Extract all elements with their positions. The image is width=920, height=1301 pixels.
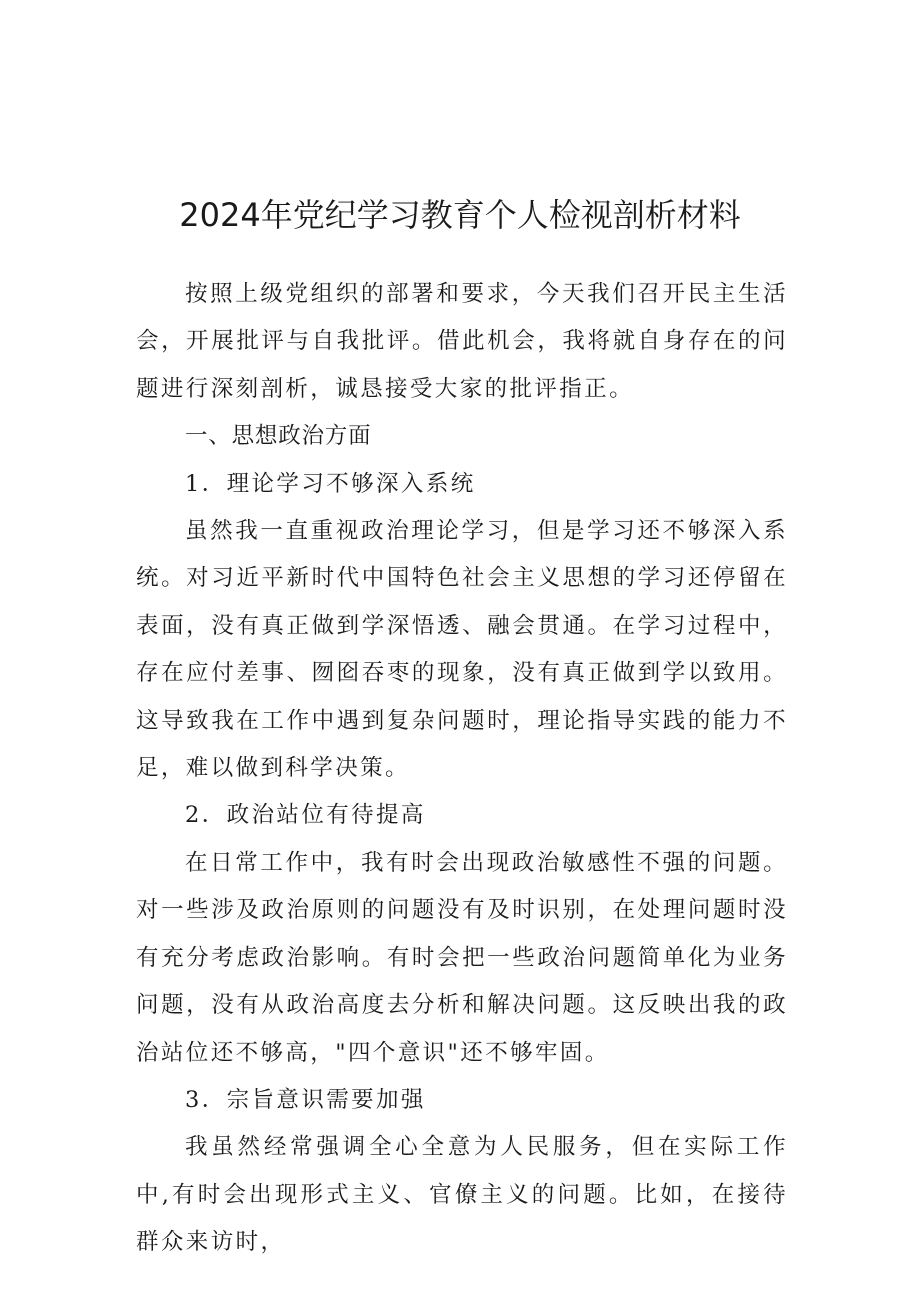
section-heading-political: 一、思想政治方面 [185,423,372,450]
intro-paragraph: 按照上级党组织的部署和要求，今天我们召开民主生活会，开展批评与自我批评。借此机会，我将就自身存在的问题进行深刻剖析，诚恳接受大家的批评指正。 [136,281,788,402]
document-body [136,271,788,1267]
paragraph-political-stance: 在日常工作中，我有时会出现政治敏感性不强的问题。对一些涉及政治原则的问题没有及时识别，在处理问题时没有充分考虑政治影响。有时会把一些政治问题简单化为业务问题，没有从政治高度去分析和解决问题。这反映出我的政治站位还不够高，"四个意识"还不够牢固。 [136,849,788,1066]
paragraph-purpose-awareness: 我虽然经常强调全心全意为人民服务，但在实际工作中,有时会出现形式主义、官僚主义的问题。比如，在接待群众来访时， [136,1134,788,1256]
paragraph-theory-study: 虽然我一直重视政治理论学习，但是学习还不够深入系统。对习近平新时代中国特色社会主义思想的学习还停留在表面，没有真正做到学深悟透、融会贯通。在学习过程中，存在应付差事、囫囵吞枣的现象，没有真正做到学以致用。这导致我在工作中遇到复杂问题时，理论指导实践的能力不足，难以做到科学决策。 [136,518,788,782]
subheading-purpose-awareness: 3．宗旨意识需要加强 [185,1086,426,1113]
document-title: 2024年党纪学习教育个人检视剖析材料 [179,196,741,235]
subheading-theory-study: 1．理论学习不够深入系统 [185,470,476,497]
subheading-political-stance: 2．政治站位有待提高 [185,802,426,829]
